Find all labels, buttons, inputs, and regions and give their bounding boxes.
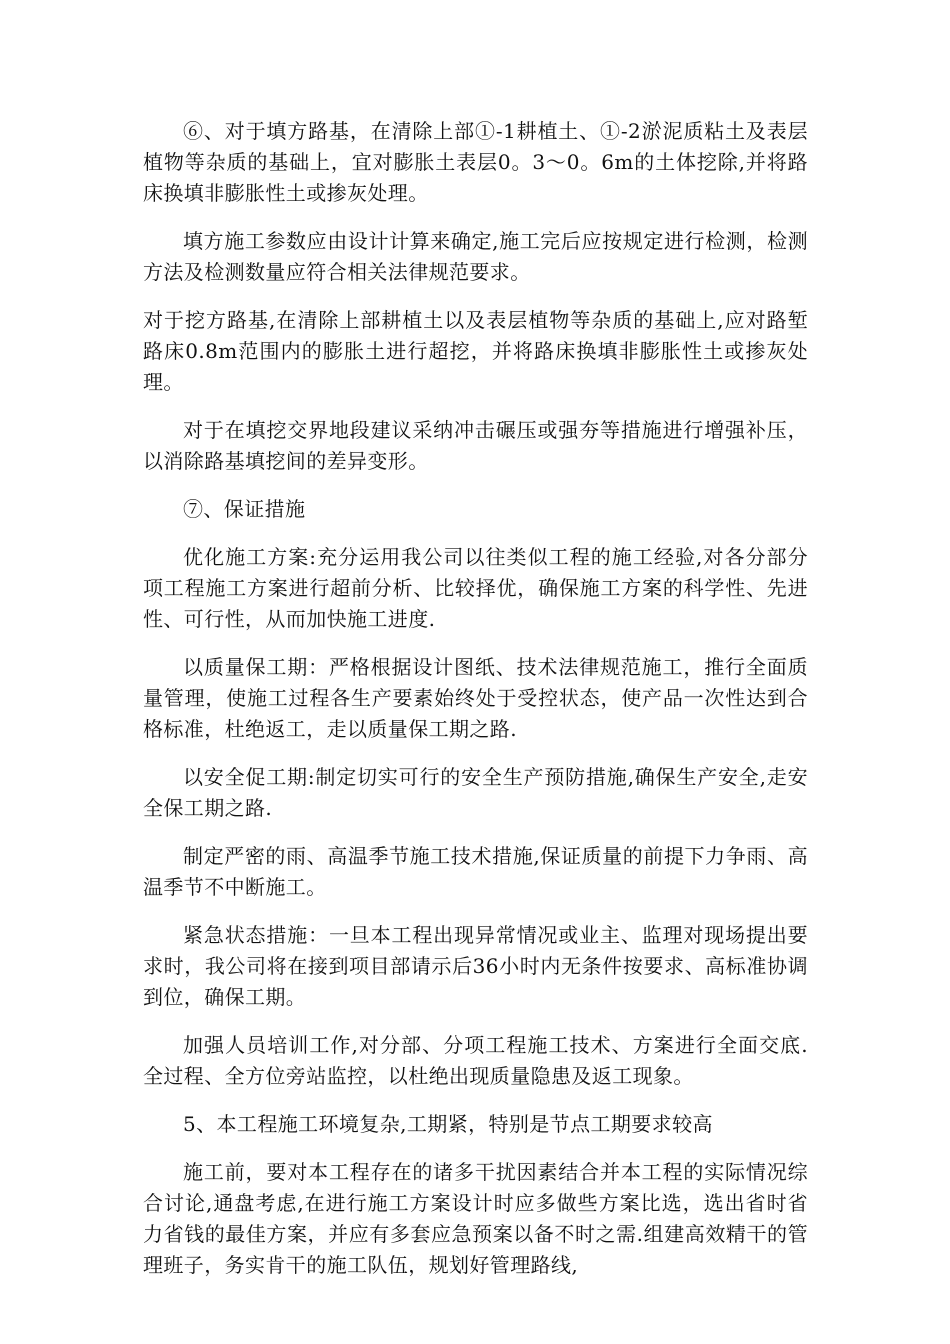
paragraph-cut-subgrade: 对于挖方路基,在清除上部耕植土以及表层植物等杂质的基础上,应对路堑路床0.8m范围内的膨胀土进行超挖，并将路床换填非膨胀性土或掺灰处理。 — [143, 308, 808, 394]
paragraph-pre-construction: 施工前，要对本工程存在的诸多干扰因素结合并本工程的实际情况综合讨论,通盘考虑,在进行施工方案设计时应多做些方案比选，选出省时省力省钱的最佳方案，并应有多套应急预案以备不时之需.组建高效精干的管理班子，务实肯干的施工队伍，规划好管理路线, — [143, 1160, 808, 1277]
paragraph-fill-parameters: 填方施工参数应由设计计算来确定,施工完后应按规定进行检测，检测方法及检测数量应符合相关法律规范要求。 — [143, 229, 808, 284]
paragraph-safety-schedule: 以安全促工期:制定切实可行的安全生产预防措施,确保生产安全,走安全保工期之路. — [143, 765, 808, 820]
document-body — [143, 116, 808, 1281]
paragraph-optimize-plan: 优化施工方案:充分运用我公司以往类似工程的施工经验,对各分部分项工程施工方案进行超前分析、比较择优，确保施工方案的科学性、先进性、可行性，从而加快施工进度. — [143, 545, 808, 631]
paragraph-season-measures: 制定严密的雨、高温季节施工技术措施,保证质量的前提下力争雨、高温季节不中断施工。 — [143, 844, 808, 899]
section-heading-complex-environment: 5、本工程施工环境复杂,工期紧，特别是节点工期要求较高 — [183, 1112, 713, 1136]
paragraph-transition-section: 对于在填挖交界地段建议采纳冲击碾压或强夯等措施进行增强补压，以消除路基填挖间的差异变形。 — [143, 418, 808, 473]
section-heading-guarantee-measures: ⑦、保证措施 — [183, 497, 306, 521]
paragraph-emergency-measures: 紧急状态措施：一旦本工程出现异常情况或业主、监理对现场提出要求时，我公司将在接到项目部请示后36小时内无条件按要求、高标准协调到位，确保工期。 — [143, 923, 808, 1009]
paragraph-fill-subgrade: ⑥、对于填方路基，在清除上部①-1耕植土、①-2淤泥质粘土及表层植物等杂质的基础上，宜对膨胀土表层0。3～0。6m的土体挖除,并将路床换填非膨胀性土或掺灰处理。 — [143, 119, 808, 205]
paragraph-staff-training: 加强人员培训工作,对分部、分项工程施工技术、方案进行全面交底.全过程、全方位旁站监控，以杜绝出现质量隐患及返工现象。 — [143, 1033, 808, 1088]
paragraph-quality-schedule: 以质量保工期：严格根据设计图纸、技术法律规范施工，推行全面质量管理，使施工过程各生产要素始终处于受控状态，使产品一次性达到合格标准，杜绝返工，走以质量保工期之路. — [143, 655, 808, 741]
